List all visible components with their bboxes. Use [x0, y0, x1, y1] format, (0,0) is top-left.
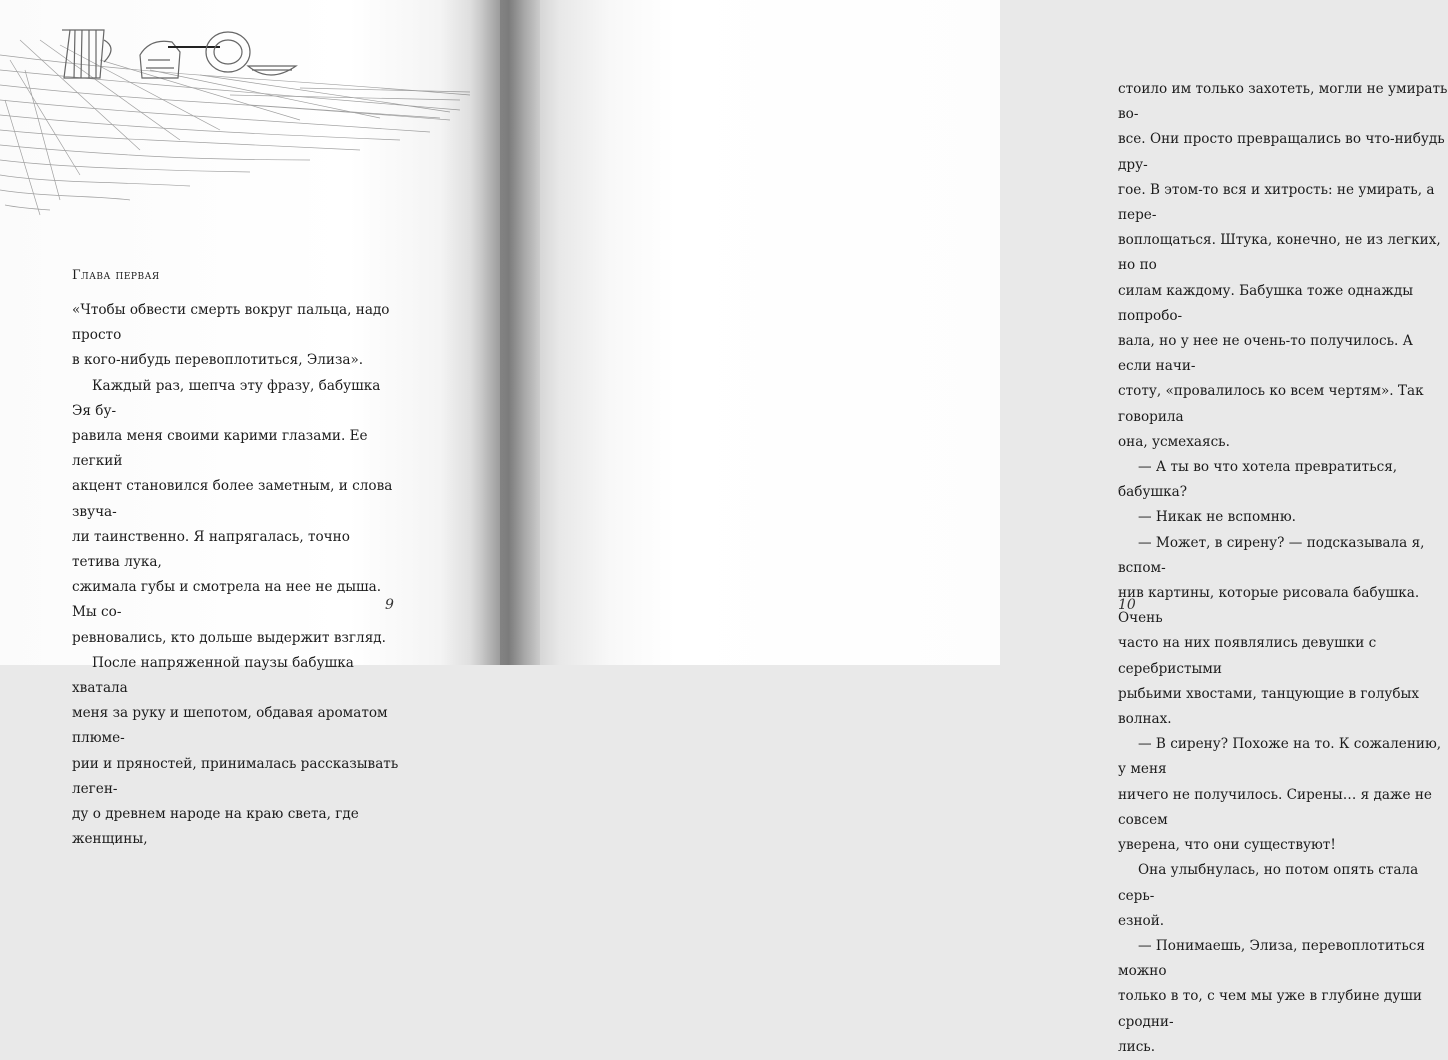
paragraph	[1118, 732, 1448, 858]
text-line: — Никак не вспомню.	[1138, 509, 1296, 526]
pitcher-icon	[62, 30, 111, 78]
paragraph	[1118, 531, 1448, 733]
left-page	[0, 0, 500, 848]
text-line: «Чтобы обвести смерть вокруг пальца, надо просто	[72, 302, 390, 344]
text-line: Каждый раз, шепча эту фразу, бабушка Эя бу-	[72, 377, 381, 419]
text-line: — Может, в сирену? — подсказывала я, вспом-	[1118, 534, 1425, 576]
paragraph	[1118, 505, 1448, 530]
text-line: она, усмехаясь.	[1118, 433, 1230, 450]
text-line: гое. В этом-то вся и хитрость: не умирать, а пере-	[1118, 181, 1435, 224]
text-line: вала, но у нее не очень-то получилось. А если начи-	[1118, 333, 1413, 375]
book-gutter-shadow	[470, 0, 540, 665]
text-line: езной.	[1118, 912, 1165, 929]
paragraph	[1118, 858, 1448, 934]
paragraph	[72, 374, 402, 651]
paragraph	[72, 651, 402, 853]
text-line: ли таинственно. Я напрягалась, точно тетива лука,	[72, 528, 350, 571]
bowl-icon	[248, 66, 296, 75]
text-line: — А ты во что хотела превратиться, бабушка?	[1118, 459, 1398, 501]
text-line: уверена, что они существуют!	[1118, 837, 1336, 854]
text-line: только в то, с чем мы уже в глубине души сродни-	[1118, 988, 1422, 1030]
plate-icon	[206, 32, 250, 72]
paragraph	[72, 298, 402, 374]
text-line: в кого-нибудь перевоплотиться, Элиза».	[72, 352, 364, 369]
text-line: рии и пряностей, принималась рассказывать леген-	[72, 755, 399, 797]
text-line: все. Они просто превращались во что-нибудь дру-	[1118, 131, 1445, 173]
text-line: лись.	[1118, 1038, 1156, 1055]
text-line: После напряженной паузы бабушка хватала	[72, 654, 354, 697]
pencil-illustration	[0, 0, 470, 230]
paragraph	[1118, 77, 1448, 455]
chapter-title: Глава первая	[72, 268, 160, 283]
page-number-right: 10	[1118, 597, 1136, 613]
text-line: ничего не получилось. Сирены… я даже не совсем	[1118, 786, 1432, 828]
text-line: нив картины, которые рисовала бабушка. Очень	[1118, 585, 1420, 627]
text-line: воплощаться. Штука, конечно, не из легких, но по	[1118, 232, 1441, 274]
right-page	[500, 0, 1448, 1055]
text-line: равила меня своими карими глазами. Ее легкий	[72, 428, 368, 470]
text-line: ревновались, кто дольше выдержит взгляд.	[72, 629, 386, 646]
paragraph	[1118, 455, 1448, 505]
text-line: часто на них появлялись девушки с серебристыми	[1118, 635, 1377, 677]
page-number-left: 9	[385, 597, 394, 613]
text-line: сжимала губы и смотрела на нее не дыша. Мы со-	[72, 579, 382, 621]
text-line: — Понимаешь, Элиза, перевоплотиться можно	[1118, 937, 1425, 980]
pencil-shading	[0, 40, 470, 215]
text-line: меня за руку и шепотом, обдавая ароматом плюме-	[72, 705, 388, 747]
text-line: Она улыбнулась, но потом опять стала серь-	[1118, 862, 1419, 904]
paragraph	[1118, 934, 1448, 1060]
text-line: ду о древнем народе на краю света, где женщины,	[72, 806, 359, 848]
text-line: — В сирену? Похоже на то. К сожалению, у меня	[1118, 736, 1442, 778]
text-line: силам каждому. Бабушка тоже однажды попробо-	[1118, 282, 1414, 324]
text-line: стоту, «провалилось ко всем чертям». Так говорила	[1118, 383, 1424, 425]
text-line: рыбьими хвостами, танцующие в голубых волнах.	[1118, 685, 1420, 728]
text-line: акцент становился более заметным, и слова звуча-	[72, 478, 393, 520]
left-page-body	[72, 298, 402, 852]
text-line: стоило им только захотеть, могли не умирать во-	[1118, 81, 1448, 123]
right-page-body	[1118, 77, 1448, 1060]
